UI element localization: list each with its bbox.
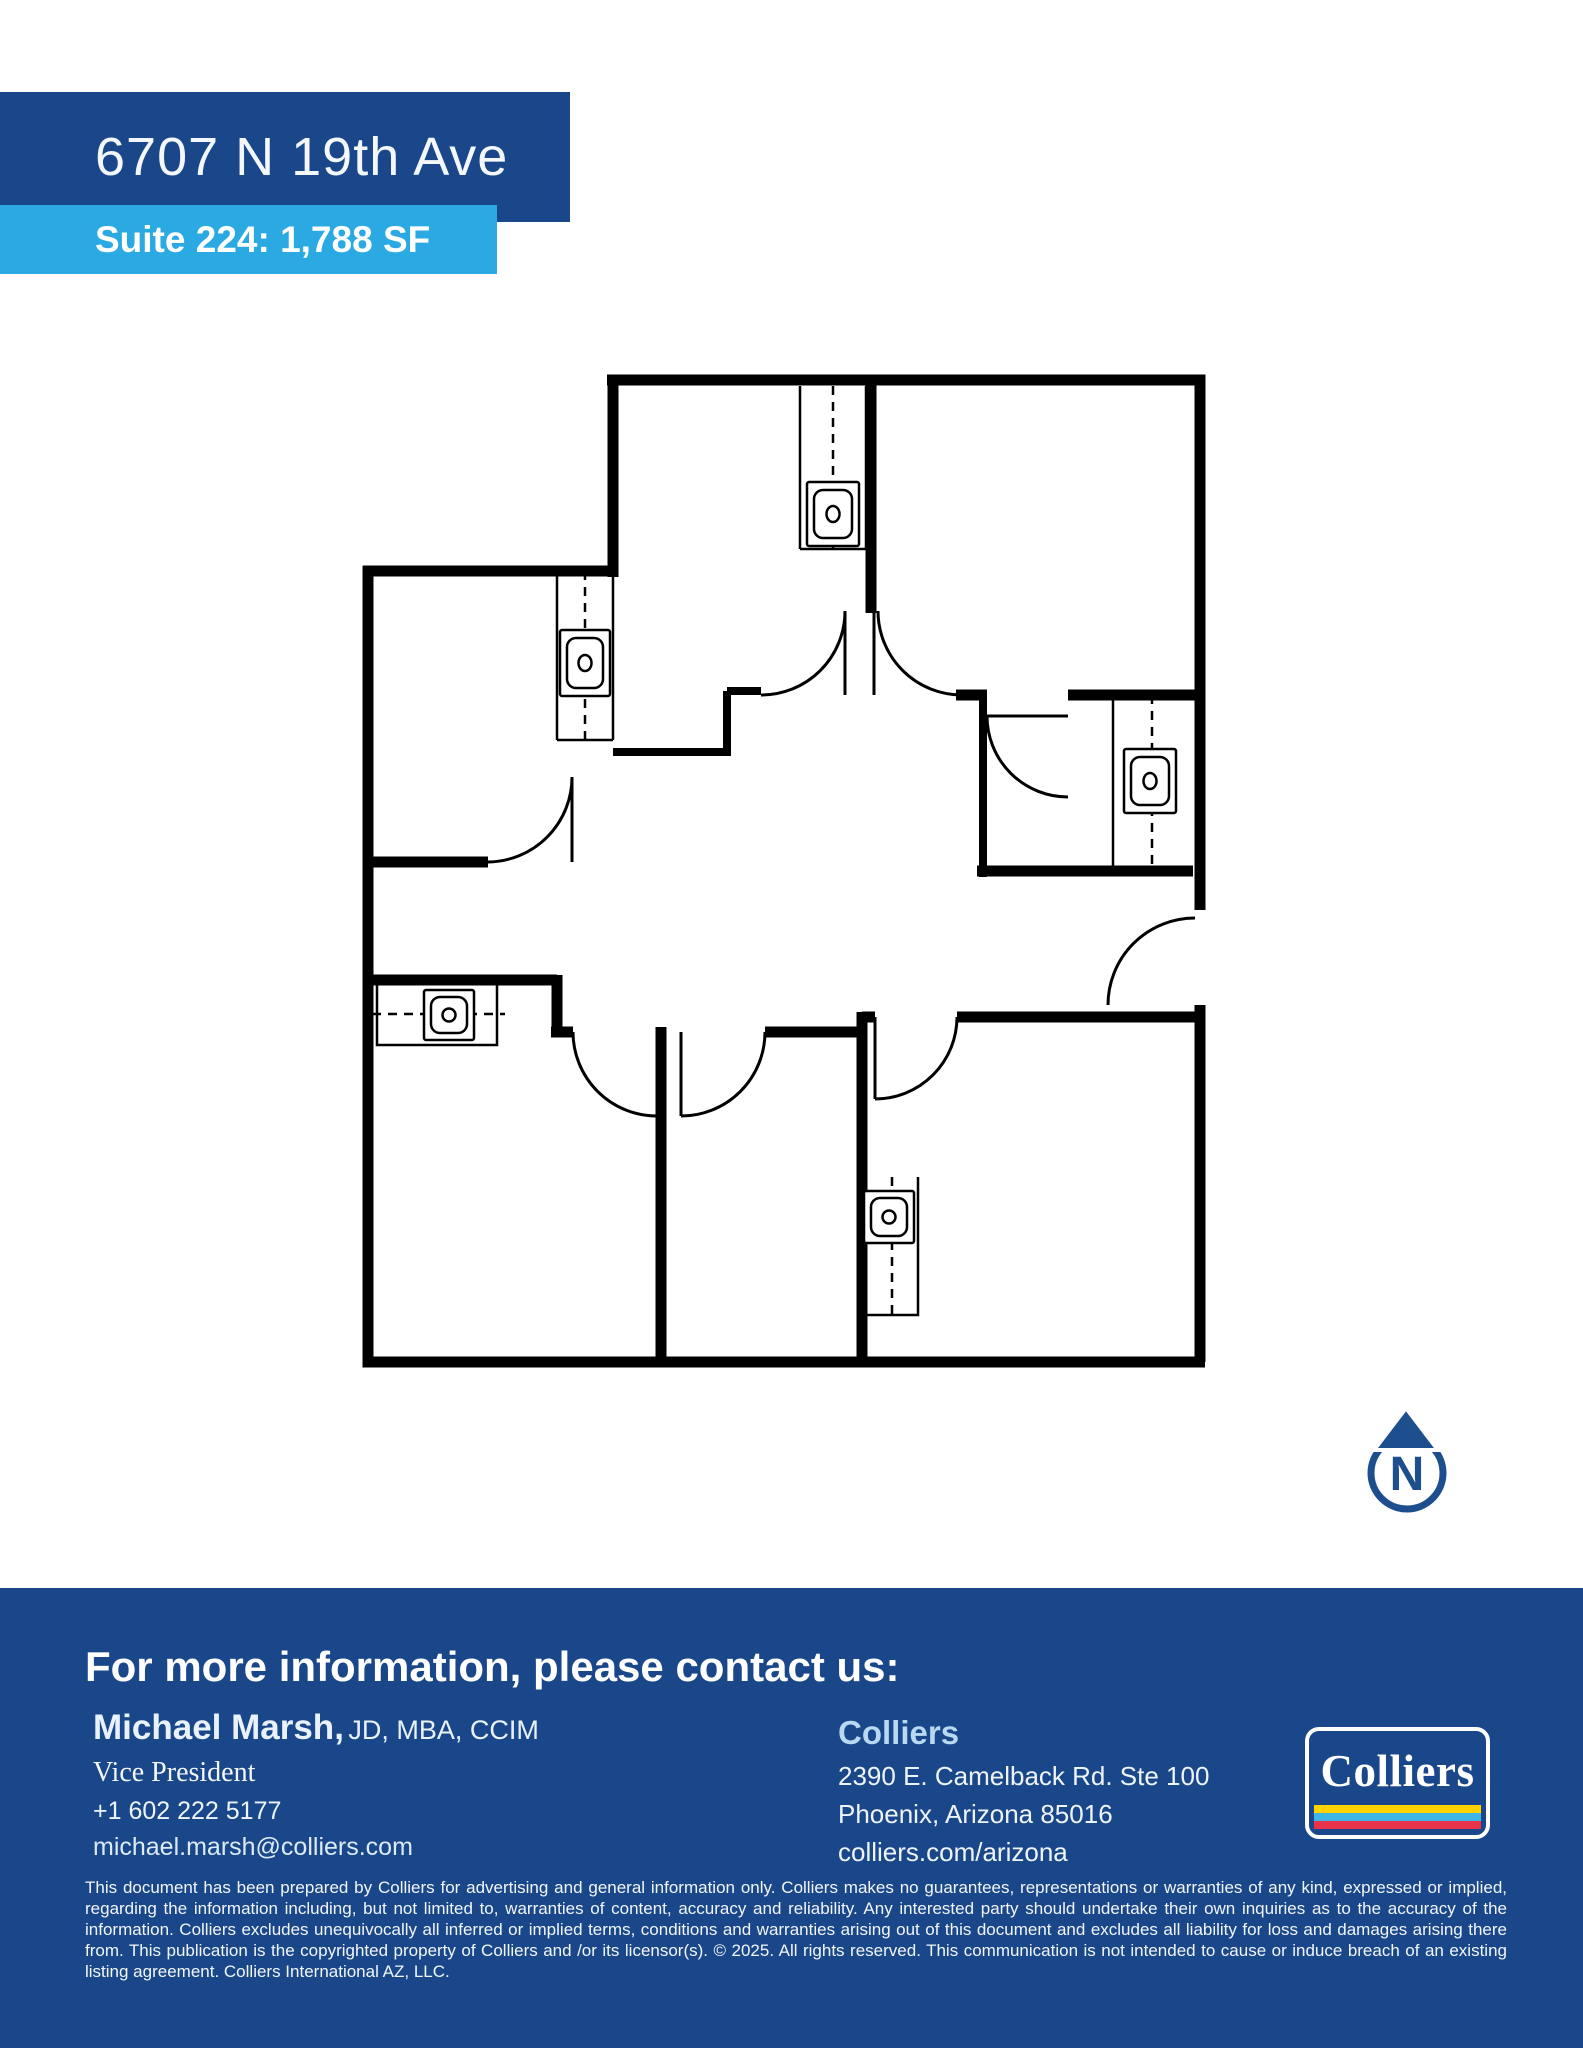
plumbing-dashed-lines	[372, 386, 1152, 1315]
suite-size-label: Suite 224: 1,788 SF	[95, 218, 431, 260]
colliers-logo-wordmark: Colliers	[1320, 1746, 1475, 1796]
office-website: colliers.com/arizona	[838, 1837, 1068, 1867]
colliers-logo-stripes	[1314, 1805, 1481, 1829]
office-address-line1: 2390 E. Camelback Rd. Ste 100	[838, 1761, 1210, 1791]
sink-icon	[560, 630, 610, 696]
sink-icon	[1124, 749, 1176, 813]
logo-stripe-red	[1314, 1821, 1481, 1829]
plumbing-chase-lines	[377, 386, 1113, 1315]
north-arrow-icon	[1371, 1408, 1443, 1509]
sink-icon	[424, 990, 474, 1040]
contact-heading: For more information, please contact us:	[85, 1643, 900, 1690]
logo-stripe-cyan	[1314, 1813, 1481, 1821]
contact-panel	[0, 1588, 1583, 2048]
sink-icons	[424, 482, 1176, 1243]
logo-stripe-yellow	[1314, 1805, 1481, 1813]
agent-name-line	[93, 1708, 539, 1748]
colliers-logo	[1305, 1727, 1490, 1839]
agent-credentials: JD, MBA, CCIM	[348, 1715, 539, 1745]
property-address: 6707 N 19th Ave	[95, 127, 509, 187]
agent-job-title: Vice President	[93, 1757, 256, 1788]
agent-email: michael.marsh@colliers.com	[93, 1833, 413, 1861]
header-band	[0, 92, 570, 222]
sink-icon	[864, 1191, 914, 1243]
agent-name: Michael Marsh,	[93, 1708, 344, 1747]
office-address-line2: Phoenix, Arizona 85016	[838, 1799, 1113, 1829]
north-label: N	[1389, 1448, 1425, 1501]
sink-icon	[807, 482, 859, 546]
legal-disclaimer: This document has been prepared by Colliers for advertising and general information only. Colliers makes no guarantees, representations or warranties of any kind, expressed or implied, regarding the information including, but not limited to, warranties of content, accuracy and reliability. Any interested party should undertake their own inquiries as to the accuracy of the information. Colliers excludes unequivocally all inferred or implied terms, conditions and warranties arising out of this document and excludes all liability for loss and damages arising there from. This publication is the copyrighted property of Colliers and /or its licensor(s). © 2025. All rights reserved. This communication is not intended to cause or induce breach of an existing listing agreement. Colliers International AZ, LLC.	[85, 1878, 1507, 1981]
agent-contact-block	[93, 1708, 539, 1862]
agent-phone: +1 602 222 5177	[93, 1797, 282, 1825]
floor-plan-door-panels	[572, 611, 1068, 1116]
floor-plan-interior-walls	[613, 691, 983, 877]
floor-plan-walls	[363, 375, 1205, 1362]
office-company: Colliers	[838, 1714, 960, 1751]
office-address-block	[838, 1714, 1209, 1875]
suite-band	[0, 205, 497, 274]
